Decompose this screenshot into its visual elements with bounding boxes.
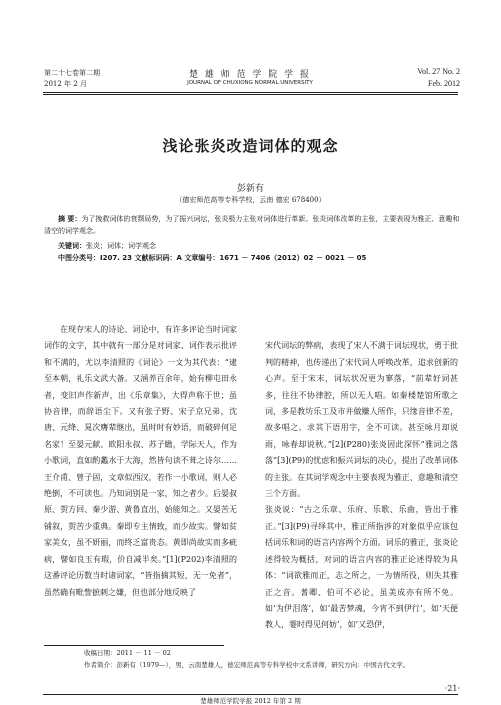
body-right-column <box>265 322 458 650</box>
abstract-block <box>44 213 460 237</box>
left-column-text: 在现存宋人的诗论、词论中，有许多评论当时词家词作的文字，其中就有一部分是对词家、词作表示批评和不满的，尤以李清照的《词论》一文为其代表：“逮至本朝，礼乐文武大备。又涵养百余年，始有柳屯田永者，变旧声作新声，出《乐章集》，大得声称于世；虽协音律，而辞语尘下。又有张子野、宋子京兄弟，沈唐、元绛、晁次膺辈继出，虽时时有妙语，而破碎何足名家！至晏元献、欧阳永叔、苏子瞻，学际天人，作为小歌词，直如酌蠡水于大海，然皆句读不葺之诗尔……王介甫、曾子固，文章似西汉，若作一小歌词，则人必绝倒，不可读也。乃知词别是一家，知之者少。后晏叔原、贺方回、秦少游、黄鲁直出，始能知之。又晏苦无铺叙，贺苦少重典。秦即专主情致，而少故实。譬如贫家美女，虽不妍丽，而终乏富贵态。黄即尚故实而多疵病，譬如良玉有瑕，价自减半矣。”[1](P202)李清照的这番评论历数当时诸词家，“皆指摘其短，无一免者”，虽然确有毗訾摭刺之嫌，但也部分地反映了 <box>44 325 237 597</box>
author-affiliation: （德宏师范高等专科学校，云南 德宏 678400） <box>175 196 326 204</box>
classification-text: 中图分类号：I207. 23 文献标识码：A 文章编号：1671 － 7406（2012）02 － 0021 － 05 <box>58 254 367 262</box>
page-number: ·21· <box>444 684 460 693</box>
header-rule-top <box>43 92 458 93</box>
journal-title-en: JOURNAL OF CHUXIONG NORMAL UNIVERSITY <box>187 80 313 86</box>
body-left-column <box>44 322 237 601</box>
keywords-block <box>44 240 460 252</box>
volume-label: Vol. 27 No. 2 <box>417 67 460 76</box>
footer-rule <box>43 694 458 695</box>
issue-label-cn: 第二十七卷第二期 <box>44 69 100 77</box>
date-label-en: Feb. 2012 <box>428 79 460 88</box>
abstract-text: 为了挽救词体的衰颓局势，为了振兴词坛，张炎极力主张对词体进行革新。张炎词体改革的主张，主要表现为雅正、意趣和清空的词学观念。 <box>44 215 460 235</box>
footnote-rule <box>44 645 224 646</box>
abstract-label: 摘 要： <box>58 215 82 223</box>
right-column-text: 宋代词坛的弊病，表现了宋人不满于词坛现状，勇于批判的精神，也传递出了宋代词人呼唤改革，追求创新的心声。至于宋末，词坛状况更为寥落，“前辈好词甚多，往往不协律腔，所以无人唱。如秦楼楚馆所歌之词，多是教坊乐工及市井做赚人所作，只缘音律不差，故多唱之。求其下语用字，全不可读。甚至咏月却说雨，咏春却说秋。”[2](P280)张炎因此深怀“雅词之落落”[3](P9)的忧虑和振兴词坛的决心，提出了改革词体的主张。在其词学观念中主要表现为雅正、意趣和清空三个方面。 张炎说：“古之乐章、乐府、乐歌、乐曲，皆出于雅正。”[3](P9)寻绎其中，雅正所指涉的对象似乎应该包括词乐和词的语言内容两个方面。词乐的雅正，张炎论述得较为概括，对词的语言内容的雅正论述得较为具体：“词欲雅而正，志之所之，一为情所役，则失其雅正之音。耆卿、伯可不必论，虽美成亦有所不免。如‘为伊泪落’，如‘最苦梦魂，今宵不到伊行’，如‘天便教人，霎时得见何妨’，如‘又恐伊， <box>265 341 458 630</box>
article-author: 彭新有 <box>236 184 264 194</box>
journal-title-cn: 楚 雄 师 范 学 院 学 报 <box>188 70 312 80</box>
received-date: 收稿日期：2011 － 11 － 02 <box>84 649 171 657</box>
classification-line <box>44 252 460 264</box>
article-title: 浅论张炎改造词体的观念 <box>162 137 339 155</box>
date-label-cn: 2012 年 2 月 <box>44 80 87 88</box>
running-footer: 楚雄师范学院学报 2012 年第 2 期 <box>200 697 301 705</box>
keywords-text: 张炎；词体；词学观念 <box>86 242 156 250</box>
header-rule-bottom <box>43 94 458 95</box>
author-bio: 作者简介：彭新有（1979—），男，云南楚雄人，德宏师范高等专科学校中文系讲师，研究方向：中国古代文学。 <box>84 661 410 669</box>
keywords-label: 关键词： <box>58 242 86 250</box>
